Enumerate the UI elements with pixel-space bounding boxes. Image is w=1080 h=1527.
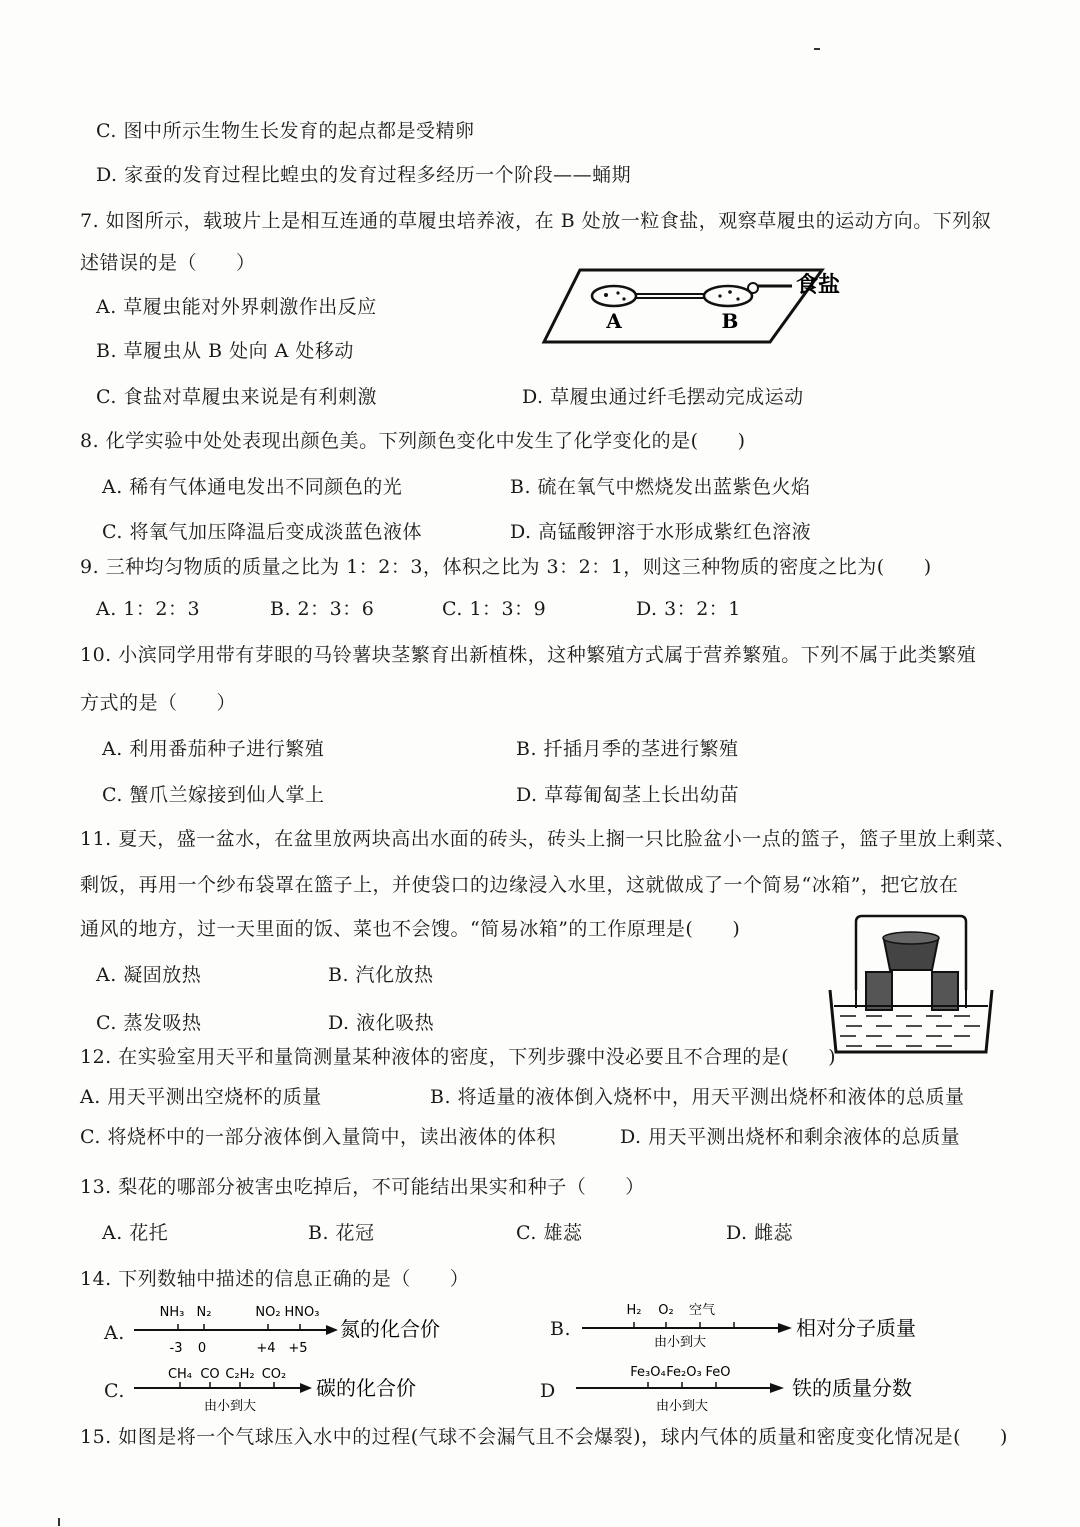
q11-option-c: C. 蒸发吸热 xyxy=(96,1012,202,1034)
q13-option-a: A. 花托 xyxy=(102,1222,169,1244)
axis-b-top-3: 空气 xyxy=(688,1303,716,1318)
axis-c-top-1: CH₄ xyxy=(167,1367,193,1382)
axis-d-under: 由小到大 xyxy=(655,1399,709,1414)
glass-slide xyxy=(544,270,822,342)
q11-option-d: D. 液化吸热 xyxy=(328,1012,435,1034)
axis-d xyxy=(572,1358,942,1418)
q10-option-b: B. 扦插月季的茎进行繁殖 xyxy=(516,738,739,760)
q11-option-b: B. 汽化放热 xyxy=(328,964,434,986)
axis-a-bottom-2: 0 xyxy=(197,1341,207,1356)
axis-b xyxy=(578,1298,938,1354)
axis-c-top-2: CO xyxy=(200,1367,220,1382)
axis-a-top-3: NO₂ xyxy=(255,1305,281,1320)
q13-option-d: D. 雌蕊 xyxy=(726,1222,794,1244)
q7-option-a: A. 草履虫能对外界刺激作出反应 xyxy=(96,296,377,318)
axis-a-bottom-3: +4 xyxy=(256,1341,276,1356)
q14-d-letter: D xyxy=(540,1380,556,1402)
q14-b-letter: B. xyxy=(550,1318,572,1340)
q7-option-d: D. 草履虫通过纤毛摆动完成运动 xyxy=(522,386,804,408)
q12-option-d: D. 用天平测出烧杯和剩余液体的总质量 xyxy=(620,1126,961,1148)
q12-option-c: C. 将烧杯中的一部分液体倒入量筒中，读出液体的体积 xyxy=(80,1126,556,1148)
q8-stem: 8. 化学实验中处处表现出颜色美。下列颜色变化中发生了化学变化的是( ) xyxy=(80,430,746,452)
axis-d-top-3: FeO xyxy=(705,1365,731,1380)
axis-a-top-2: N₂ xyxy=(196,1305,212,1320)
q10-option-d: D. 草莓匍匐茎上长出幼苗 xyxy=(516,784,740,806)
q13-option-c: C. 雄蕊 xyxy=(516,1222,583,1244)
q9-option-c: C. 1：3：9 xyxy=(442,598,547,620)
q10-option-a: A. 利用番茄种子进行繁殖 xyxy=(102,738,325,760)
q10-option-c: C. 蟹爪兰嫁接到仙人掌上 xyxy=(102,784,325,806)
q14-stem: 14. 下列数轴中描述的信息正确的是（ ） xyxy=(80,1268,470,1290)
axis-c-under: 由小到大 xyxy=(203,1399,257,1414)
q11-stem-line3: 通风的地方，过一天里面的饭、菜也不会馊。“简易冰箱”的工作原理是( ) xyxy=(80,918,741,940)
q15-stem: 15. 如图是将一个气球压入水中的过程(气球不会漏气且不会爆裂)，球内气体的质量和密度变化情况是( ) xyxy=(80,1426,1008,1448)
q7-option-b: B. 草履虫从 B 处向 A 处移动 xyxy=(96,340,354,362)
q7-stem-line1: 7. 如图所示，载玻片上是相互连通的草履虫培养液，在 B 处放一粒食盐，观察草履虫的运动方向。下列叙 xyxy=(80,210,992,232)
axis-d-top-1: Fe₃O₄ xyxy=(630,1365,666,1380)
slide-figure xyxy=(540,262,870,352)
q8-option-a: A. 稀有气体通电发出不同颜色的光 xyxy=(102,476,403,498)
q12-stem: 12. 在实验室用天平和量筒测量某种液体的密度，下列步骤中没必要且不合理的是( ) xyxy=(80,1046,837,1068)
axis-a-top-4: HNO₃ xyxy=(284,1305,320,1320)
axis-d-top-2: Fe₂O₃ xyxy=(666,1365,702,1380)
q9-stem: 9. 三种均匀物质的质量之比为 1：2：3，体积之比为 3：2：1，则这三种物质的密度之比为( ) xyxy=(80,556,932,578)
axis-b-top-1: H₂ xyxy=(626,1303,642,1318)
q13-stem: 13. 梨花的哪部分被害虫吃掉后，不可能结出果实和种子（ ） xyxy=(80,1176,645,1198)
q12-option-a: A. 用天平测出空烧杯的质量 xyxy=(80,1086,322,1108)
q13-option-b: B. 花冠 xyxy=(308,1222,375,1244)
q12-option-b: B. 将适量的液体倒入烧杯中，用天平测出烧杯和液体的总质量 xyxy=(430,1086,965,1108)
axis-a-bottom-1: -3 xyxy=(169,1341,183,1356)
scan-mark xyxy=(814,48,820,50)
q14-c-letter: C. xyxy=(104,1380,125,1402)
q8-option-b: B. 硫在氧气中燃烧发出蓝紫色火焰 xyxy=(510,476,811,498)
axis-d-label: 铁的质量分数 xyxy=(792,1376,912,1400)
q11-stem-line2: 剩饭，再用一个纱布袋罩在篮子上，并使袋口的边缘浸入水里，这就做成了一个简易“冰箱”，把它放在 xyxy=(80,874,959,896)
q11-option-a: A. 凝固放热 xyxy=(96,964,202,986)
q7-stem-line2: 述错误的是（ ） xyxy=(80,252,256,274)
axis-b-label: 相对分子质量 xyxy=(796,1316,916,1340)
q10-stem-line2: 方式的是（ ） xyxy=(80,692,237,714)
q14-a-letter: A. xyxy=(104,1322,125,1344)
brick-right xyxy=(932,972,958,1010)
q6-option-c: C. 图中所示生物生长发育的起点都是受精卵 xyxy=(96,120,475,142)
q8-option-c: C. 将氧气加压降温后变成淡蓝色液体 xyxy=(102,521,422,543)
axis-b-under: 由小到大 xyxy=(653,1335,707,1350)
axis-c xyxy=(130,1358,440,1418)
salt-label: 食盐 xyxy=(796,273,841,298)
water-basin xyxy=(830,990,992,1052)
q10-stem-line1: 10. 小滨同学用带有芽眼的马铃薯块茎繁育出新植株，这种繁殖方式属于营养繁殖。下列不属于此类繁殖 xyxy=(80,644,977,666)
q7-option-c: C. 食盐对草履虫来说是有利刺激 xyxy=(96,386,377,408)
q8-option-d: D. 高锰酸钾溶于水形成紫红色溶液 xyxy=(510,521,812,543)
simple-fridge-figure xyxy=(826,910,996,1060)
axis-a xyxy=(130,1298,440,1360)
q9-option-d: D. 3：2：1 xyxy=(636,598,741,620)
q11-stem-line1: 11. 夏天，盛一盆水，在盆里放两块高出水面的砖头，砖头上搁一只比脸盆小一点的篮子，篮子里放上剩菜、 xyxy=(80,828,1016,850)
scan-mark xyxy=(58,1518,60,1526)
salt-grain xyxy=(748,283,758,293)
q9-option-b: B. 2：3：6 xyxy=(270,598,375,620)
axis-a-label: 氮的化合价 xyxy=(340,1317,440,1341)
axis-a-top-1: NH₃ xyxy=(159,1305,185,1320)
brick-left xyxy=(866,972,892,1010)
q9-option-a: A. 1：2：3 xyxy=(96,598,201,620)
axis-c-label: 碳的化合价 xyxy=(316,1376,416,1400)
axis-c-top-3: C₂H₂ xyxy=(225,1367,255,1382)
water-lines xyxy=(840,1016,980,1046)
label-a: A xyxy=(606,309,622,333)
axis-a-bottom-4: +5 xyxy=(288,1341,308,1356)
q6-option-d: D. 家蚕的发育过程比蝗虫的发育过程多经历一个阶段——蛹期 xyxy=(96,164,632,186)
axis-c-top-4: CO₂ xyxy=(261,1367,287,1382)
drop-b xyxy=(704,286,752,306)
drop-a xyxy=(592,286,636,306)
label-b: B xyxy=(721,309,739,333)
axis-b-top-2: O₂ xyxy=(658,1303,674,1318)
